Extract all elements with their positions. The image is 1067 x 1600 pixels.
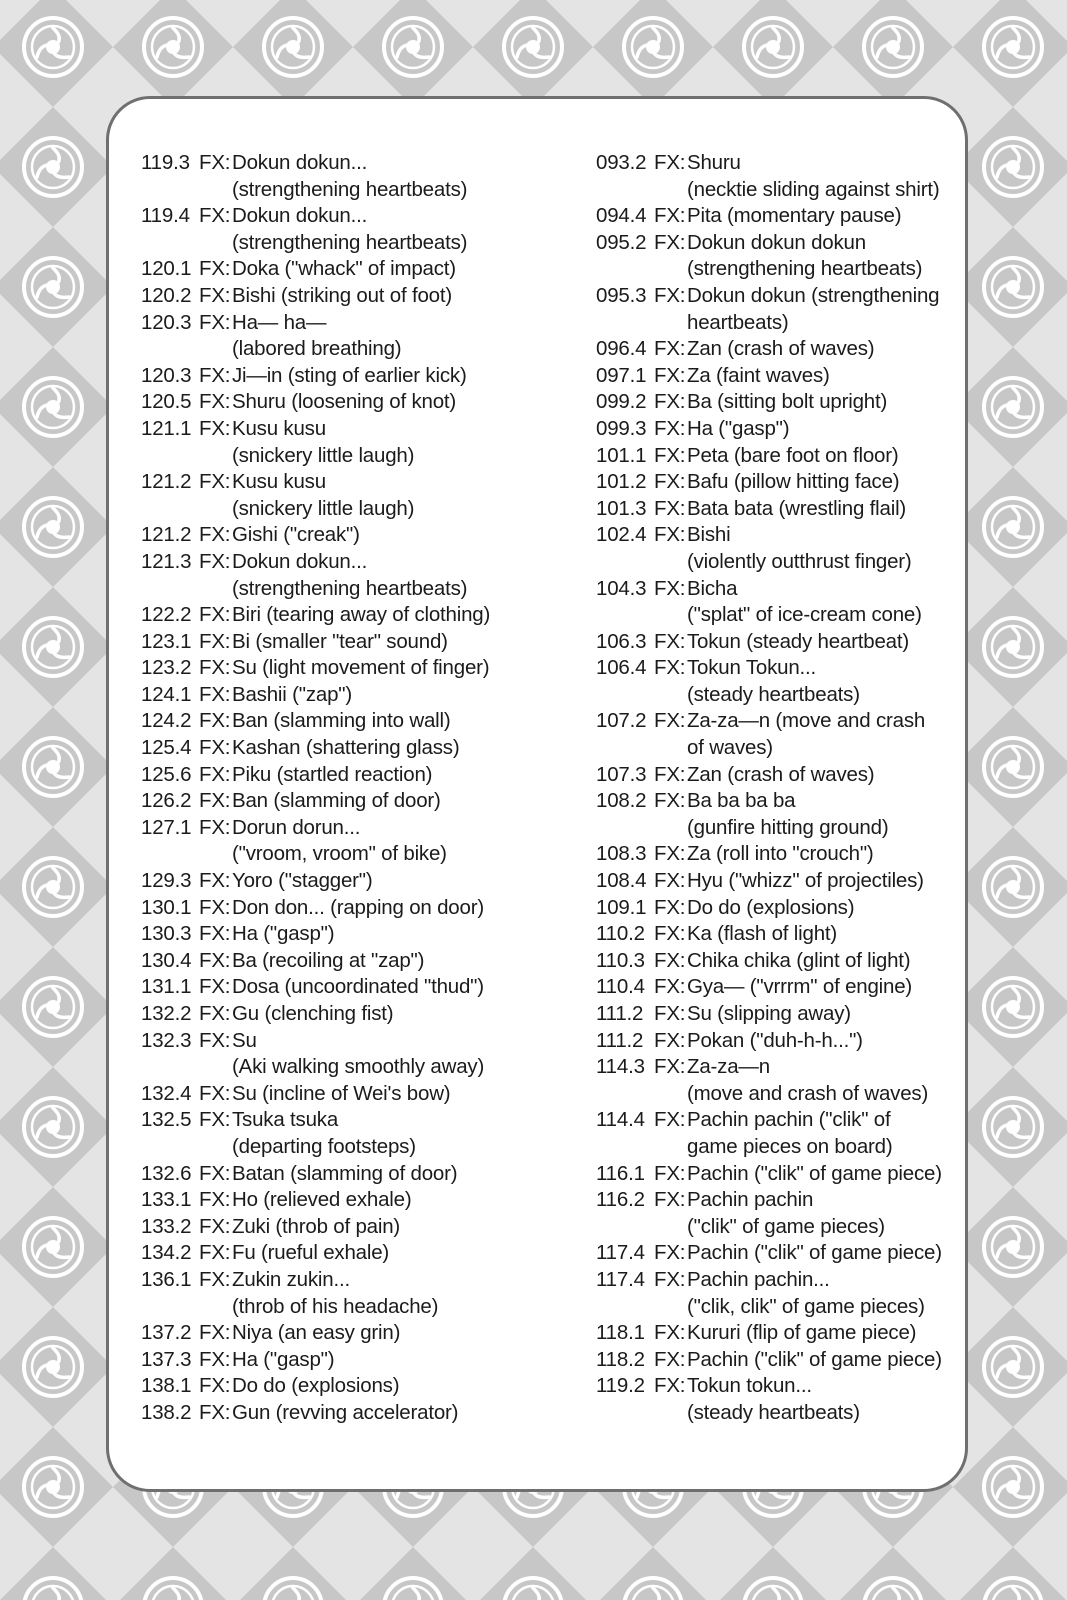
fx-entry — [141, 1347, 561, 1374]
fx-entry — [596, 895, 1016, 922]
fx-label: FX: — [199, 603, 231, 627]
fx-description: Gya— ("vrrrm" of engine) — [687, 975, 913, 999]
fx-description: Ban (slamming of door) — [232, 789, 441, 813]
fx-entry — [596, 921, 1016, 948]
page-panel-number: 096.4 — [596, 337, 647, 361]
page-panel-number: 126.2 — [141, 789, 192, 813]
fx-entry — [596, 1054, 1016, 1107]
fx-entry — [141, 389, 561, 416]
fx-description: Ha ("gasp") — [232, 922, 335, 946]
page-panel-number: 123.2 — [141, 656, 192, 680]
page-panel-number: 134.2 — [141, 1241, 192, 1265]
fx-label: FX: — [199, 390, 231, 414]
fx-description: Kashan (shattering glass) — [232, 736, 460, 760]
page-panel-number: 129.3 — [141, 869, 192, 893]
page-panel-number: 138.1 — [141, 1374, 192, 1398]
page-panel-number: 114.4 — [596, 1108, 645, 1132]
fx-label: FX: — [199, 736, 231, 760]
fx-entry — [141, 948, 561, 975]
fx-label: FX: — [199, 1161, 231, 1185]
fx-label: FX: — [654, 1161, 686, 1185]
page-panel-number: 101.1 — [596, 443, 647, 467]
fx-entry — [141, 416, 561, 469]
fx-entry — [596, 496, 1016, 523]
page-panel-number: 099.2 — [596, 390, 647, 414]
fx-description: Pachin pachin ("clik" of game pieces on board) — [687, 1108, 893, 1158]
fx-description: Tsuka tsuka (departing footsteps) — [232, 1108, 416, 1158]
fx-entry — [596, 841, 1016, 868]
fx-entry — [596, 629, 1016, 656]
page-panel-number: 114.3 — [596, 1055, 645, 1079]
fx-label: FX: — [654, 390, 686, 414]
fx-entry — [596, 416, 1016, 443]
fx-entry — [141, 735, 561, 762]
fx-description: Ho (relieved exhale) — [232, 1188, 412, 1212]
fx-label: FX: — [199, 283, 231, 307]
fx-description: Peta (bare foot on floor) — [687, 443, 899, 467]
fx-label: FX: — [199, 1214, 231, 1238]
page-panel-number: 101.3 — [596, 496, 647, 520]
fx-description: Shuru (loosening of knot) — [232, 390, 457, 414]
page-panel-number: 119.3 — [141, 151, 190, 174]
fx-description: Zukin zukin... (throb of his headache) — [232, 1267, 439, 1318]
fx-description: Ba ba ba ba (gunfire hitting ground) — [687, 789, 889, 839]
fx-entry — [596, 974, 1016, 1001]
fx-description: Ji—in (sting of earlier kick) — [232, 363, 467, 387]
fx-entry — [596, 336, 1016, 363]
fx-entry — [141, 1267, 561, 1320]
fx-description: Dokun dokun... (strengthening heartbeats) — [232, 204, 468, 254]
fx-label: FX: — [654, 842, 686, 866]
fx-entry — [596, 203, 1016, 230]
fx-label: FX: — [199, 416, 231, 440]
fx-label: FX: — [199, 310, 231, 334]
page-panel-number: 121.2 — [141, 523, 192, 547]
fx-label: FX: — [654, 1347, 686, 1371]
fx-description: Pachin pachin... ("clik, clik" of game pieces) — [687, 1267, 925, 1318]
page-panel-number: 133.1 — [141, 1188, 192, 1212]
page-panel-number: 111.2 — [596, 1028, 644, 1052]
fx-description: Pachin pachin ("clik" of game pieces) — [687, 1188, 885, 1238]
fx-label: FX: — [654, 1188, 686, 1212]
fx-description: Bashii ("zap") — [232, 682, 352, 706]
fx-label: FX: — [199, 922, 231, 946]
page-panel-number: 106.3 — [596, 629, 647, 653]
fx-label: FX: — [654, 975, 686, 999]
fx-label: FX: — [199, 682, 231, 706]
fx-entry — [596, 522, 1016, 575]
page-panel-number: 127.1 — [141, 815, 192, 839]
fx-entry — [596, 1187, 1016, 1240]
fx-description: Dosa (uncoordinated "thud") — [232, 975, 484, 999]
fx-label: FX: — [654, 922, 686, 946]
fx-entry — [141, 1161, 561, 1188]
page-panel-number: 120.1 — [141, 257, 192, 281]
fx-label: FX: — [199, 1267, 231, 1291]
fx-entry — [596, 948, 1016, 975]
fx-label: FX: — [654, 443, 686, 467]
page-panel-number: 110.3 — [596, 948, 645, 972]
fx-label: FX: — [199, 948, 231, 972]
fx-description: Kusu kusu (snickery little laugh) — [232, 416, 415, 467]
fx-label: FX: — [654, 496, 686, 520]
fx-entry — [141, 815, 561, 868]
fx-entry — [141, 256, 561, 283]
fx-description: Za-za—n (move and crash of waves) — [687, 1055, 929, 1105]
page-panel-number: 120.3 — [141, 363, 192, 387]
page-panel-number: 120.3 — [141, 310, 192, 334]
page-panel-number: 108.2 — [596, 789, 647, 813]
page-panel-number: 130.3 — [141, 922, 192, 946]
fx-label: FX: — [654, 337, 686, 361]
fx-description: Do do (explosions) — [687, 895, 855, 919]
page-panel-number: 095.3 — [596, 283, 647, 307]
page-panel-number: 121.1 — [141, 416, 192, 440]
fx-description: Zan (crash of waves) — [687, 337, 875, 361]
fx-label: FX: — [654, 523, 686, 547]
page-panel-number: 137.3 — [141, 1347, 192, 1371]
fx-entry — [596, 1107, 1016, 1160]
fx-entry — [141, 629, 561, 656]
fx-entry — [141, 1001, 561, 1028]
fx-entry — [596, 868, 1016, 895]
fx-description: Su (Aki walking smoothly away) — [232, 1028, 485, 1079]
fx-description: Ha ("gasp") — [687, 416, 790, 440]
page-panel-number: 104.3 — [596, 576, 647, 600]
page-panel-number: 133.2 — [141, 1214, 192, 1238]
page-panel-number: 132.3 — [141, 1028, 192, 1052]
fx-description: Ba (recoiling at "zap") — [232, 948, 425, 972]
fx-description: Dokun dokun (strengthening heartbeats) — [687, 283, 940, 334]
fx-description: Bicha ("splat" of ice-cream cone) — [687, 576, 922, 627]
page-panel-number: 125.4 — [141, 736, 192, 760]
fx-description: Chika chika (glint of light) — [687, 948, 911, 972]
fx-entry — [596, 389, 1016, 416]
fx-entry — [141, 203, 561, 256]
fx-label: FX: — [654, 948, 686, 972]
fx-description: Su (light movement of finger) — [232, 656, 490, 680]
page-panel-number: 124.1 — [141, 682, 192, 706]
fx-entry — [141, 655, 561, 682]
page-panel-number: 099.3 — [596, 416, 647, 440]
fx-label: FX: — [199, 1241, 231, 1265]
fx-entry — [596, 762, 1016, 789]
fx-label: FX: — [654, 470, 686, 494]
fx-label: FX: — [199, 1028, 231, 1052]
fx-entry — [141, 788, 561, 815]
fx-description: Ha ("gasp") — [232, 1347, 335, 1371]
fx-description: Za (roll into "crouch") — [687, 842, 874, 866]
fx-label: FX: — [199, 1108, 231, 1132]
fx-label: FX: — [199, 151, 231, 174]
fx-label: FX: — [654, 576, 686, 600]
fx-label: FX: — [654, 762, 686, 786]
fx-entry — [141, 708, 561, 735]
fx-description: Za (faint waves) — [687, 363, 830, 387]
page-panel-number: 120.2 — [141, 283, 192, 307]
page-panel-number: 101.2 — [596, 470, 647, 494]
page-panel-number: 132.5 — [141, 1108, 192, 1132]
fx-label: FX: — [654, 363, 686, 387]
fx-entry — [141, 1214, 561, 1241]
fx-label: FX: — [199, 656, 231, 680]
fx-description: Biri (tearing away of clothing) — [232, 603, 491, 627]
fx-entry — [596, 1240, 1016, 1267]
fx-label: FX: — [199, 257, 231, 281]
fx-description: Hyu ("whizz" of projectiles) — [687, 869, 924, 893]
fx-entry — [141, 549, 561, 602]
fx-description: Dorun dorun... ("vroom, vroom" of bike) — [232, 815, 447, 866]
fx-label: FX: — [199, 470, 231, 494]
fx-entry — [596, 576, 1016, 629]
fx-label: FX: — [654, 629, 686, 653]
fx-label: FX: — [654, 1241, 686, 1265]
fx-description: Ba (sitting bolt upright) — [687, 390, 888, 414]
fx-entry — [141, 150, 561, 203]
fx-entry — [141, 1400, 561, 1427]
fx-description: Tokun tokun... (steady heartbeats) — [687, 1374, 860, 1424]
fx-entry — [596, 1001, 1016, 1028]
fx-label: FX: — [654, 1108, 686, 1132]
fx-description: Dokun dokun dokun (strengthening heartbeats) — [687, 230, 923, 281]
fx-label: FX: — [199, 762, 231, 786]
page-panel-number: 109.1 — [596, 895, 647, 919]
fx-description: Bata bata (wrestling flail) — [687, 496, 907, 520]
page-panel-number: 130.4 — [141, 948, 192, 972]
fx-description: Tokun Tokun... (steady heartbeats) — [687, 656, 860, 706]
fx-label: FX: — [654, 1374, 686, 1398]
page-panel-number: 111.2 — [596, 1002, 644, 1025]
page-panel-number: 107.2 — [596, 709, 647, 733]
page-panel-number: 138.2 — [141, 1400, 192, 1424]
fx-entry — [596, 655, 1016, 708]
fx-label: FX: — [199, 975, 231, 999]
fx-entry — [141, 1081, 561, 1108]
fx-entry — [141, 1187, 561, 1214]
page-panel-number: 117.4 — [596, 1267, 645, 1291]
page-panel-number: 108.4 — [596, 869, 647, 893]
fx-description: Yoro ("stagger") — [232, 869, 373, 893]
page-panel-number: 119.4 — [141, 204, 190, 228]
fx-label: FX: — [654, 1055, 686, 1079]
page-panel-number: 106.4 — [596, 656, 647, 680]
fx-entry — [141, 682, 561, 709]
fx-label: FX: — [654, 283, 686, 307]
fx-entry — [141, 310, 561, 363]
fx-label: FX: — [199, 1321, 231, 1345]
fx-label: FX: — [199, 204, 231, 228]
fx-description: Shuru (necktie sliding against shirt) — [687, 151, 940, 201]
page-panel-number: 095.2 — [596, 230, 647, 254]
fx-description: Gun (revving accelerator) — [232, 1400, 459, 1424]
fx-entry — [141, 762, 561, 789]
fx-label: FX: — [654, 1028, 686, 1052]
page-panel-number: 137.2 — [141, 1321, 192, 1345]
fx-description: Su (incline of Wei's bow) — [232, 1081, 451, 1105]
fx-description: Don don... (rapping on door) — [232, 895, 484, 919]
fx-description: Pachin ("clik" of game piece) — [687, 1347, 942, 1371]
fx-label: FX: — [199, 1374, 231, 1398]
fx-label: FX: — [199, 1188, 231, 1212]
page-panel-number: 123.1 — [141, 629, 192, 653]
fx-entry — [596, 1347, 1016, 1374]
fx-description: Dokun dokun... (strengthening heartbeats) — [232, 151, 468, 201]
fx-entry — [596, 1267, 1016, 1320]
fx-description: Pokan ("duh-h-h...") — [687, 1028, 863, 1052]
page-panel-number: 131.1 — [141, 975, 192, 999]
fx-entry — [141, 1373, 561, 1400]
fx-label: FX: — [199, 1002, 231, 1025]
page-panel-number: 119.2 — [596, 1374, 645, 1398]
fx-description: Bafu (pillow hitting face) — [687, 470, 900, 494]
fx-label: FX: — [654, 151, 686, 174]
page-panel-number: 107.3 — [596, 762, 647, 786]
fx-entry — [141, 868, 561, 895]
fx-description: Zan (crash of waves) — [687, 762, 875, 786]
fx-description: Pachin ("clik" of game piece) — [687, 1161, 942, 1185]
fx-label: FX: — [654, 1267, 686, 1291]
page-panel-number: 108.3 — [596, 842, 647, 866]
fx-entry — [141, 1240, 561, 1267]
page-panel-number: 136.1 — [141, 1267, 192, 1291]
fx-label: FX: — [654, 230, 686, 254]
fx-label: FX: — [199, 549, 231, 573]
page-panel-number: 110.2 — [596, 922, 645, 946]
page-panel-number: 102.4 — [596, 523, 647, 547]
fx-description: Doka ("whack" of impact) — [232, 257, 456, 281]
fx-description: Zuki (throb of pain) — [232, 1214, 401, 1238]
fx-label: FX: — [654, 656, 686, 680]
fx-description: Pachin ("clik" of game piece) — [687, 1241, 942, 1265]
page-panel-number: 110.4 — [596, 975, 645, 999]
fx-label: FX: — [199, 363, 231, 387]
page-panel-number: 093.2 — [596, 151, 647, 174]
fx-label: FX: — [199, 1081, 231, 1105]
fx-description: Bishi (violently outthrust finger) — [687, 523, 912, 573]
fx-description: Fu (rueful exhale) — [232, 1241, 390, 1265]
fx-description: Kururi (flip of game piece) — [687, 1321, 917, 1345]
page-panel-number: 121.3 — [141, 549, 192, 573]
fx-entry — [141, 974, 561, 1001]
fx-label: FX: — [654, 869, 686, 893]
fx-description: Ha— ha— (labored breathing) — [232, 310, 402, 361]
fx-entry — [596, 363, 1016, 390]
fx-entry — [596, 1161, 1016, 1188]
fx-label: FX: — [199, 629, 231, 653]
fx-description: Piku (startled reaction) — [232, 762, 433, 786]
fx-entry — [141, 363, 561, 390]
fx-description: Bishi (striking out of foot) — [232, 283, 452, 307]
page-panel-number: 121.2 — [141, 470, 192, 494]
fx-description: Gishi ("creak") — [232, 523, 360, 547]
fx-label: FX: — [654, 709, 686, 733]
fx-label: FX: — [654, 416, 686, 440]
fx-description: Gu (clenching fist) — [232, 1002, 394, 1025]
fx-entry — [596, 443, 1016, 470]
fx-entry — [596, 283, 1016, 336]
fx-label: FX: — [654, 1002, 686, 1025]
page-panel-number: 120.5 — [141, 390, 192, 414]
fx-label: FX: — [199, 709, 231, 733]
fx-entry — [141, 921, 561, 948]
fx-description: Pita (momentary pause) — [687, 204, 902, 228]
fx-label: FX: — [199, 523, 231, 547]
fx-label: FX: — [199, 1347, 231, 1371]
fx-description: Ban (slamming into wall) — [232, 709, 451, 733]
fx-entry — [141, 469, 561, 522]
fx-label: FX: — [654, 204, 686, 228]
fx-entry — [141, 1320, 561, 1347]
fx-entry — [596, 230, 1016, 283]
fx-entry — [141, 1107, 561, 1160]
fx-entry — [596, 150, 1016, 203]
fx-label: FX: — [654, 1321, 686, 1345]
fx-description: Batan (slamming of door) — [232, 1161, 458, 1185]
page-panel-number: 118.2 — [596, 1347, 645, 1371]
fx-description: Za-za—n (move and crash of waves) — [687, 709, 926, 760]
page-panel-number: 116.2 — [596, 1188, 645, 1212]
fx-list-left-column — [141, 150, 561, 1427]
fx-entry — [596, 1373, 1016, 1426]
fx-label: FX: — [654, 789, 686, 813]
fx-description: Su (slipping away) — [687, 1002, 851, 1025]
page-panel-number: 122.2 — [141, 603, 192, 627]
fx-entry — [141, 895, 561, 922]
fx-entry — [141, 522, 561, 549]
fx-entry — [596, 469, 1016, 496]
page-panel-number: 132.6 — [141, 1161, 192, 1185]
page-panel-number: 132.2 — [141, 1002, 192, 1025]
page-panel-number: 124.2 — [141, 709, 192, 733]
fx-description: Ka (flash of light) — [687, 922, 838, 946]
fx-label: FX: — [654, 895, 686, 919]
fx-entry — [596, 1028, 1016, 1055]
fx-description: Dokun dokun... (strengthening heartbeats) — [232, 549, 468, 600]
fx-description: Kusu kusu (snickery little laugh) — [232, 470, 415, 520]
fx-label: FX: — [199, 895, 231, 919]
fx-entry — [596, 708, 1016, 761]
fx-description: Niya (an easy grin) — [232, 1321, 401, 1345]
fx-description: Do do (explosions) — [232, 1374, 400, 1398]
page-panel-number: 097.1 — [596, 363, 647, 387]
page-panel-number: 094.4 — [596, 204, 647, 228]
fx-list-right-column — [596, 150, 1016, 1427]
page-panel-number: 125.6 — [141, 762, 192, 786]
fx-entry — [596, 1320, 1016, 1347]
fx-entry — [141, 283, 561, 310]
page-panel-number: 130.1 — [141, 895, 192, 919]
page-panel-number: 118.1 — [596, 1321, 645, 1345]
fx-label: FX: — [199, 869, 231, 893]
fx-label: FX: — [199, 815, 231, 839]
fx-entry — [596, 788, 1016, 841]
fx-description: Tokun (steady heartbeat) — [687, 629, 909, 653]
fx-label: FX: — [199, 1400, 231, 1424]
fx-entry — [141, 1028, 561, 1081]
page-panel-number: 132.4 — [141, 1081, 192, 1105]
page-panel-number: 116.1 — [596, 1161, 645, 1185]
fx-entry — [141, 602, 561, 629]
fx-description: Bi (smaller "tear" sound) — [232, 629, 448, 653]
page-panel-number: 117.4 — [596, 1241, 645, 1265]
fx-label: FX: — [199, 789, 231, 813]
